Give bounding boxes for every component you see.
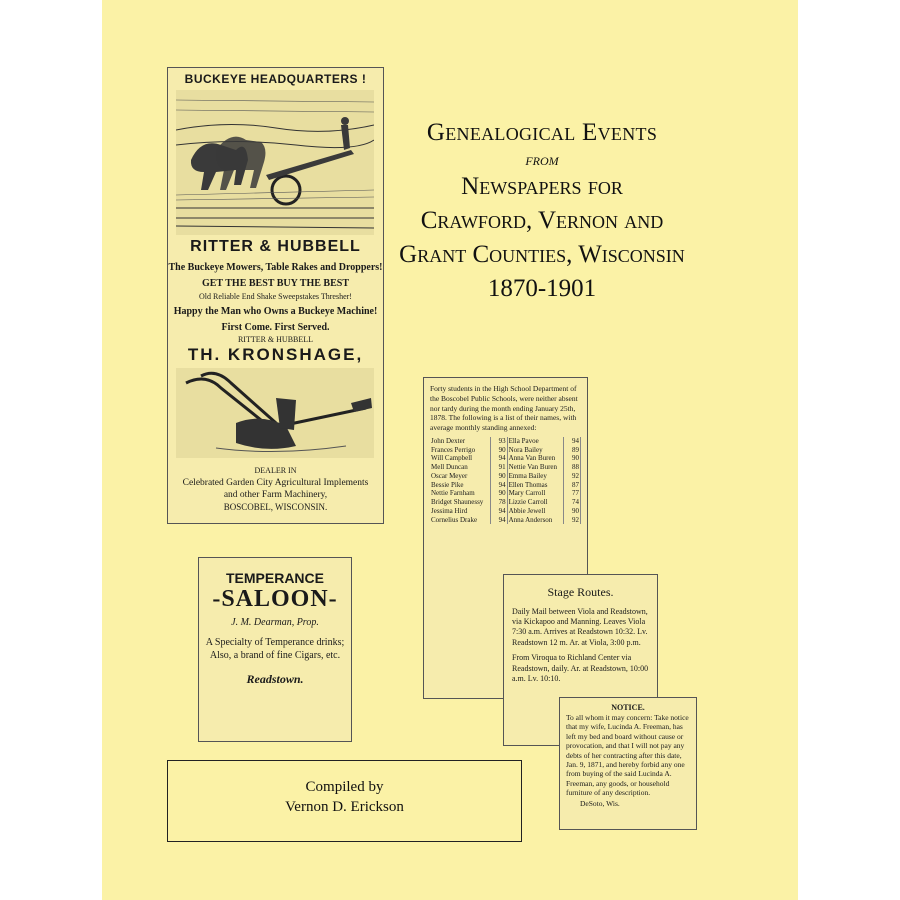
table-row [430,489,581,498]
student-score: 74 [564,498,581,507]
student-score: 87 [564,481,581,490]
table-row [430,516,581,525]
ritter-hubbell-small: RITTER & HUBBELL [237,335,314,344]
title-line-4: Crawford, Vernon and [420,207,664,235]
notice-title: NOTICE. [611,703,645,712]
student-score: 94 [490,516,507,525]
temperance-saloon-advertisement [198,557,352,742]
student-name: Emma Bailey [507,472,563,481]
student-score: 92 [564,516,581,525]
student-name: Lizzie Carroll [507,498,563,507]
students-table [430,437,581,525]
student-score: 89 [564,446,581,455]
student-score: 91 [490,463,507,472]
notice-place: DeSoto, Wis. [580,799,620,809]
table-row [430,446,581,455]
first-come-line: First Come. First Served. [221,322,330,333]
student-name: Bridget Shaunessy [430,498,490,507]
table-row [430,463,581,472]
student-name: Bessie Pike [430,481,490,490]
mower-engraving-image [176,90,374,235]
student-name: Nettie Van Buren [507,463,563,472]
specialty-text: A Specialty of Temperance drinks; Also, a brand of fine Cigars, etc. [205,637,345,661]
student-name: Oscar Meyer [430,472,490,481]
student-score: 90 [490,489,507,498]
table-row [430,472,581,481]
student-name: Ellen Thomas [507,481,563,490]
kronshage-heading: TH. KRONSHAGE, [187,345,364,364]
student-score: 78 [490,498,507,507]
student-score: 92 [564,472,581,481]
get-the-best-line: GET THE BEST BUY THE BEST [201,278,350,289]
title-block [392,118,692,304]
compiled-by-box [167,760,522,842]
student-score: 93 [490,437,507,446]
thresher-line: Old Reliable End Shake Sweepstakes Thresher! [199,292,352,301]
saloon-heading: -SALOON- [212,586,338,612]
boscobel-line: BOSCOBEL, WISCONSIN. [223,502,328,512]
plow-engraving-image [176,368,374,458]
stage-routes-title: Stage Routes. [547,585,614,599]
student-name: Mell Duncan [430,463,490,472]
compiled-by-label: Compiled by [305,779,384,795]
title-years: 1870-1901 [487,275,597,303]
student-score: 88 [564,463,581,472]
student-name: John Dexter [430,437,490,446]
student-score: 94 [490,481,507,490]
farm-machinery-line: and other Farm Machinery, [223,490,328,500]
buckeye-heading: BUCKEYE HEADQUARTERS ! [184,72,367,86]
table-row [430,507,581,516]
student-score: 94 [490,507,507,516]
table-row [430,454,581,463]
student-score: 77 [564,489,581,498]
dealer-name: RITTER & HUBBELL [190,238,361,255]
student-score: 90 [564,507,581,516]
garden-city-line: Celebrated Garden City Agricultural Implements [182,478,369,488]
proprietor-line: J. M. Dearman, Prop. [231,617,319,628]
student-name: Nettie Farnham [430,489,490,498]
table-row [430,481,581,490]
notice-clipping [559,697,697,830]
student-name: Ella Pavoe [507,437,563,446]
student-name: Jessima Hird [430,507,490,516]
student-name: Anna Van Buren [507,454,563,463]
student-name: Abbie Jewell [507,507,563,516]
author-name: Vernon D. Erickson [285,798,404,815]
student-name: Nora Bailey [507,446,563,455]
student-score: 94 [490,454,507,463]
stage-routes-para-1: Daily Mail between Viola and Readstown, via Kickapoo and Manning. Leaves Viola 7:30 a.m. Arrives at Readstown 10:32. Lv. Readstown 12 m. Ar. at Viola, 3:00 p.m. [512,606,648,647]
student-name: Frances Perrigo [430,446,490,455]
title-line-3: Newspapers for [461,173,623,201]
title-line-5: Grant Counties, Wisconsin [399,241,685,269]
dealer-in-line: DEALER IN [254,466,297,475]
student-name: Mary Carroll [507,489,563,498]
happy-man-line: Happy the Man who Owns a Buckeye Machine! [173,306,378,317]
temperance-heading: TEMPERANCE [225,570,324,586]
students-intro: Forty students in the High School Department of the Boscobel Public Schools, were neither absent nor tardy during the month ending January 25th, 1878. The following is a list of their names, with average monthly standing annexed: [430,384,578,432]
buckeye-advertisement [167,67,384,524]
title-line-1: Genealogical Events [426,119,658,146]
student-score: 94 [564,437,581,446]
student-name: Will Campbell [430,454,490,463]
title-line-2: from [525,150,559,169]
student-name: Cornelius Drake [430,516,490,525]
mowers-line: The Buckeye Mowers, Table Rakes and Droppers! [168,262,383,273]
student-score: 90 [490,472,507,481]
student-score: 90 [490,446,507,455]
notice-body: To all whom it may concern: Take notice that my wife, Lucinda A. Freeman, has left my bed and board without cause or provocation, and that I will not pay any debts of her contracting after this date, Jan. 9, 1871, and hereby forbid any one from buying of the said Lucinda A. Freeman, any goods, or household furniture of any description. [566,713,689,797]
table-row [430,498,581,507]
student-name: Anna Anderson [507,516,563,525]
stage-routes-para-2: From Viroqua to Richland Center via Readstown, daily. Ar. at Readstown, 10:00 a.m. Lv. 10:10. [512,653,649,683]
student-score: 90 [564,454,581,463]
readstown-line: Readstown. [246,672,304,686]
table-row [430,437,581,446]
